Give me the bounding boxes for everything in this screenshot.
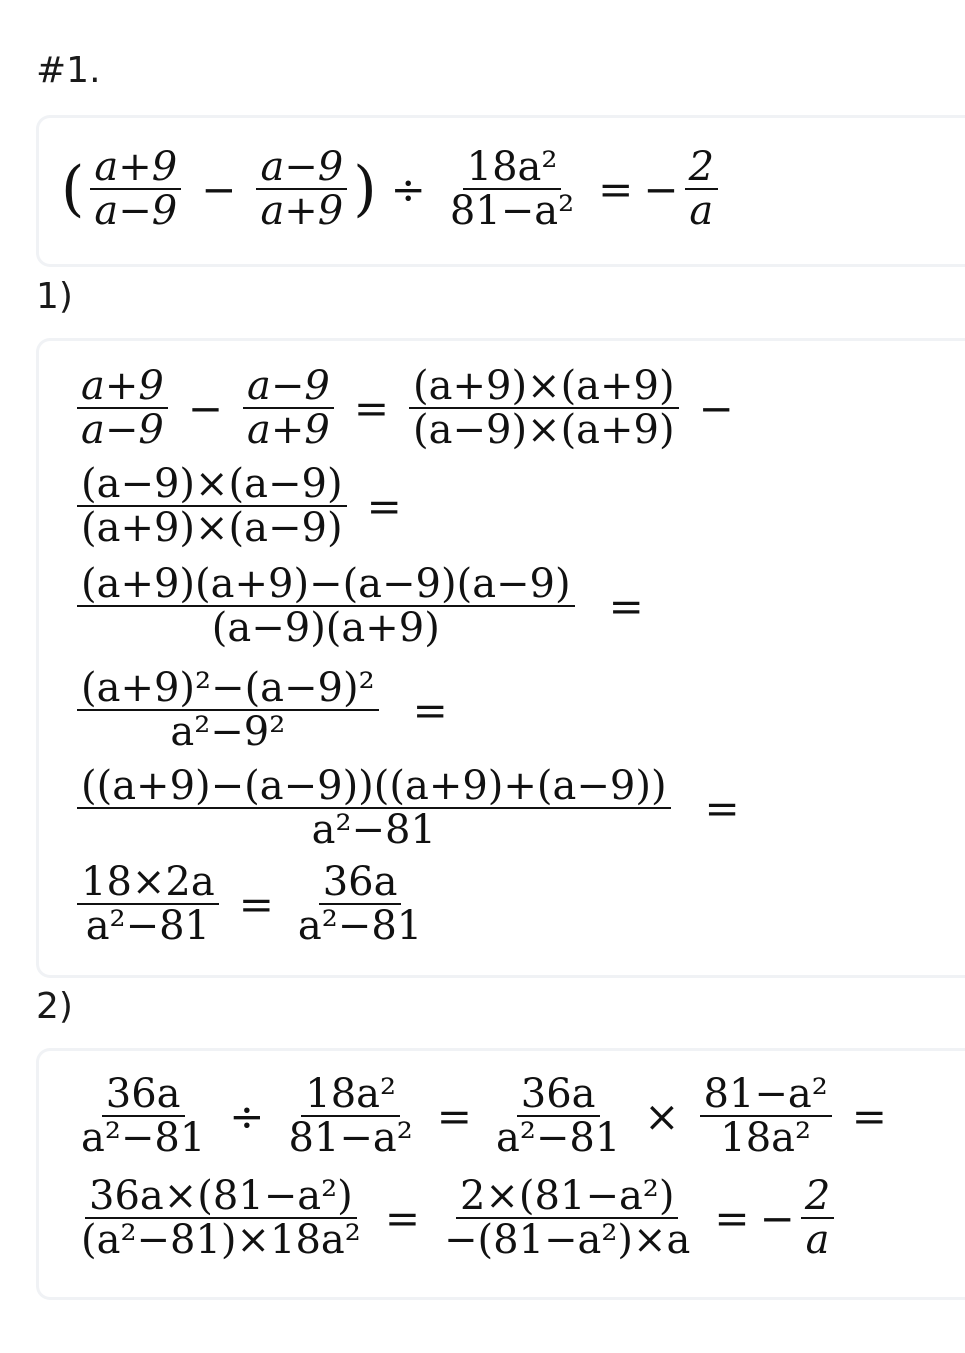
- equals-sign: =: [366, 481, 402, 531]
- fraction: [77, 463, 347, 549]
- denominator: a²−81: [297, 903, 423, 949]
- fraction: [440, 1175, 694, 1261]
- denominator: 18a²: [720, 1115, 812, 1161]
- equation-line: [71, 765, 754, 851]
- numerator: 36a×(81−a²): [85, 1175, 357, 1219]
- denominator: (a−9)(a+9): [211, 605, 440, 651]
- numerator: 18a²: [301, 1073, 400, 1117]
- fraction: [90, 146, 181, 232]
- step-one-label: 1): [36, 276, 73, 317]
- minus-sign: −: [201, 164, 237, 214]
- equals-sign: =: [704, 783, 740, 833]
- fraction: [77, 563, 575, 649]
- open-paren: (: [61, 154, 85, 224]
- step-two-label: 2): [36, 986, 73, 1027]
- numerator: 18a²: [463, 146, 562, 190]
- equals-sign: =: [353, 383, 390, 433]
- minus-sign: −: [698, 383, 734, 433]
- numerator: 2: [801, 1175, 834, 1219]
- equation-line: [71, 365, 748, 451]
- equals-sign: =: [714, 1193, 750, 1243]
- equation-line: [71, 667, 462, 753]
- problem-equation: [61, 146, 724, 232]
- numerator: (a+9)(a+9)−(a−9)(a−9): [77, 563, 575, 607]
- equation-line: [71, 1073, 901, 1159]
- denominator: a+9: [260, 188, 344, 234]
- numerator: ((a+9)−(a−9))((a+9)+(a−9)): [77, 765, 671, 809]
- denominator: a: [689, 188, 714, 234]
- denominator: a: [805, 1217, 830, 1263]
- negative-sign: −: [643, 164, 679, 214]
- fraction: [685, 146, 718, 232]
- fraction: [294, 861, 426, 947]
- equals-sign: =: [238, 879, 274, 929]
- numerator: a−9: [256, 146, 347, 190]
- fraction: [700, 1073, 832, 1159]
- equals-sign: =: [384, 1193, 421, 1243]
- equals-sign: =: [412, 685, 448, 735]
- numerator: 36a: [319, 861, 402, 905]
- numerator: 36a: [102, 1073, 185, 1117]
- denominator: 81−a²: [449, 188, 575, 234]
- close-paren: ): [353, 154, 377, 224]
- numerator: (a+9)²−(a−9)²: [77, 667, 379, 711]
- fraction: [77, 861, 219, 947]
- denominator: a+9: [247, 407, 330, 453]
- minus-sign: −: [187, 383, 224, 433]
- denominator: a−9: [94, 188, 178, 234]
- fraction: [77, 667, 379, 753]
- numerator: a−9: [243, 365, 334, 409]
- denominator: a−9: [81, 407, 164, 453]
- fraction: [243, 365, 334, 451]
- denominator: (a−9)×(a+9): [413, 407, 675, 453]
- numerator: 36a: [517, 1073, 600, 1117]
- numerator: (a−9)×(a−9): [77, 463, 347, 507]
- denominator: (a²−81)×18a²: [81, 1217, 361, 1263]
- denominator: 81−a²: [288, 1115, 413, 1161]
- equals-sign: =: [598, 164, 634, 214]
- step-two-card: [36, 1048, 965, 1300]
- problem-card: [36, 115, 965, 267]
- negative-sign: −: [759, 1193, 795, 1243]
- times-sign: ×: [644, 1091, 680, 1141]
- numerator: a+9: [90, 146, 181, 190]
- divide-sign: ÷: [390, 164, 426, 214]
- equation-line: [71, 1175, 840, 1261]
- equation-line: [71, 563, 658, 649]
- numerator: 2×(81−a²): [456, 1175, 678, 1219]
- numerator: 2: [685, 146, 718, 190]
- numerator: (a+9)×(a+9): [409, 365, 679, 409]
- denominator: a²−81: [85, 903, 210, 949]
- fraction: [285, 1073, 417, 1159]
- equation-line: [71, 463, 416, 549]
- fraction: [801, 1175, 834, 1261]
- divide-sign: ÷: [229, 1091, 265, 1141]
- equals-sign: =: [608, 581, 644, 631]
- equals-sign: =: [436, 1091, 472, 1141]
- problem-number: #1.: [36, 50, 101, 91]
- numerator: a+9: [77, 365, 168, 409]
- denominator: a²−9²: [170, 709, 286, 755]
- fraction: [77, 365, 168, 451]
- numerator: 18×2a: [77, 861, 219, 905]
- fraction: [446, 146, 578, 232]
- denominator: (a+9)×(a−9): [81, 505, 343, 551]
- denominator: a²−81: [311, 807, 436, 853]
- equals-sign: =: [851, 1091, 887, 1141]
- denominator: a²−81: [81, 1115, 206, 1161]
- fraction: [77, 1073, 209, 1159]
- fraction: [492, 1073, 624, 1159]
- denominator: a²−81: [496, 1115, 621, 1161]
- fraction: [77, 765, 671, 851]
- fraction: [256, 146, 347, 232]
- fraction: [77, 1175, 365, 1261]
- equation-line: [71, 861, 432, 947]
- denominator: −(81−a²)×a: [444, 1217, 691, 1263]
- step-one-card: [36, 338, 965, 978]
- numerator: 81−a²: [700, 1073, 832, 1117]
- fraction: [409, 365, 679, 451]
